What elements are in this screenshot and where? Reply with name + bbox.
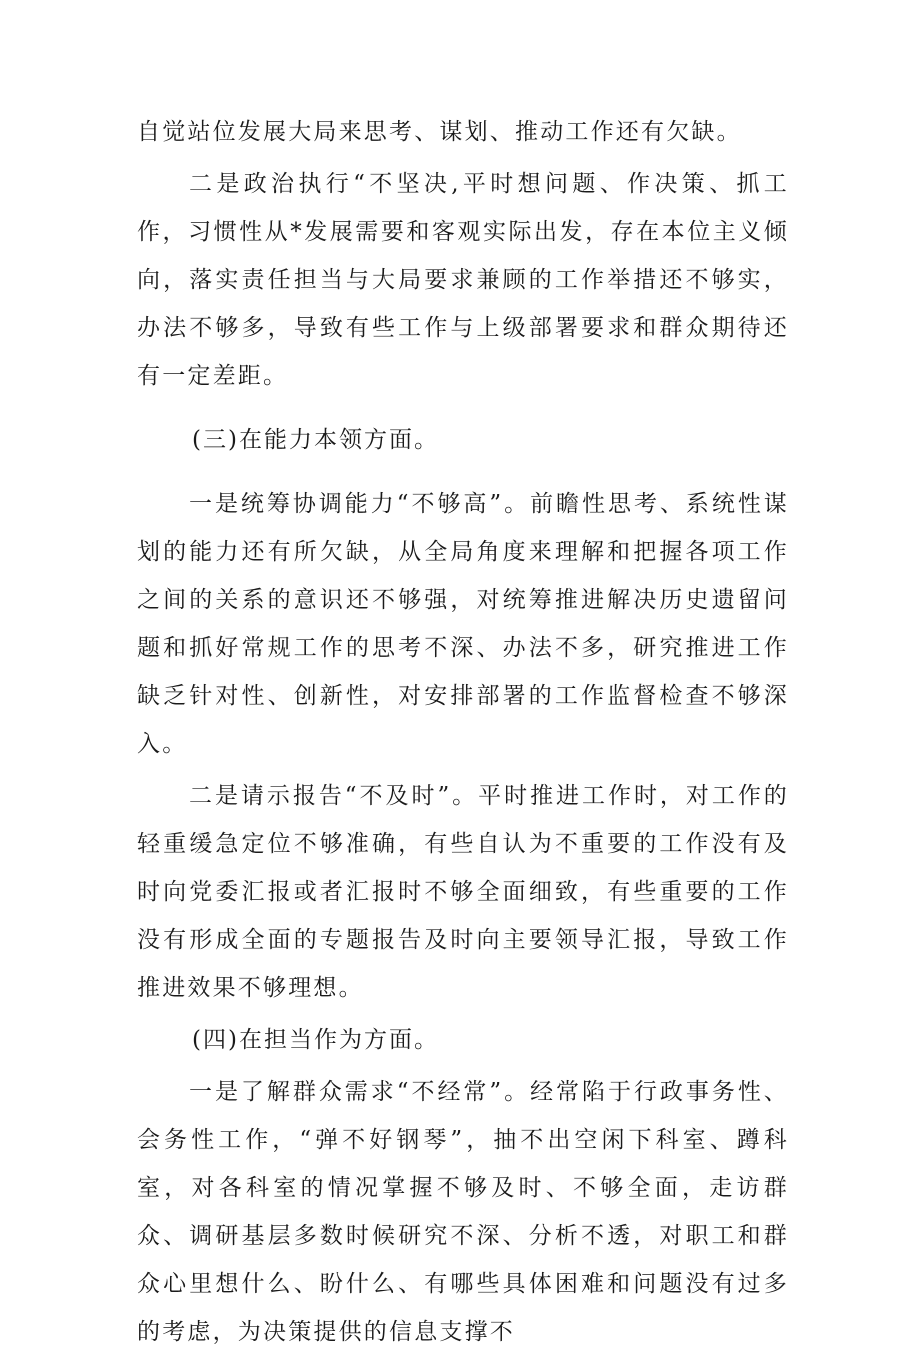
paragraph-public-needs: 一是了解群众需求“不经常”。经常陷于行政事务性、会务性工作，“弹不好钢琴”，抽不出空闲下科室、蹲科室，对各科室的情况掌握不够及时、不够全面，走访群众、调研基层多数时候研究不深、分析不透，对职工和群众心里想什么、盼什么、有哪些具体困难和问题没有过多的考虑，为决策提供的信息支撑不 (137, 1079, 789, 1345)
section-heading-responsibility: (四)在担当作为方面。 (192, 1027, 439, 1053)
section-heading-ability: (三)在能力本领方面。 (192, 427, 439, 453)
paragraph-continuation: 自觉站位发展大局来思考、谋划、推动工作还有欠缺。 (137, 119, 742, 145)
paragraph-political-execution: 二是政治执行“不坚决,平时想问题、作决策、抓工作，习惯性从*发展需要和客观实际出发，存在本位主义倾向，落实责任担当与大局要求兼顾的工作举措还不够实，办法不够多，导致有些工作与上级部署要求和群众期待还有一定差距。 (137, 171, 789, 389)
paragraph-reporting: 二是请示报告“不及时”。平时推进工作时，对工作的轻重缓急定位不够准确，有些自认为不重要的工作没有及时向党委汇报或者汇报时不够全面细致，有些重要的工作没有形成全面的专题报告及时向主要领导汇报，导致工作推进效果不够理想。 (137, 783, 789, 1001)
document-body (137, 108, 789, 1356)
paragraph-coordination-ability: 一是统筹协调能力“不够高”。前瞻性思考、系统性谋划的能力还有所欠缺，从全局角度来理解和把握各项工作之间的关系的意识还不够强，对统筹推进解决历史遗留问题和抓好常规工作的思考不深、办法不多，研究推进工作缺乏针对性、创新性，对安排部署的工作监督检查不够深入。 (137, 491, 789, 757)
